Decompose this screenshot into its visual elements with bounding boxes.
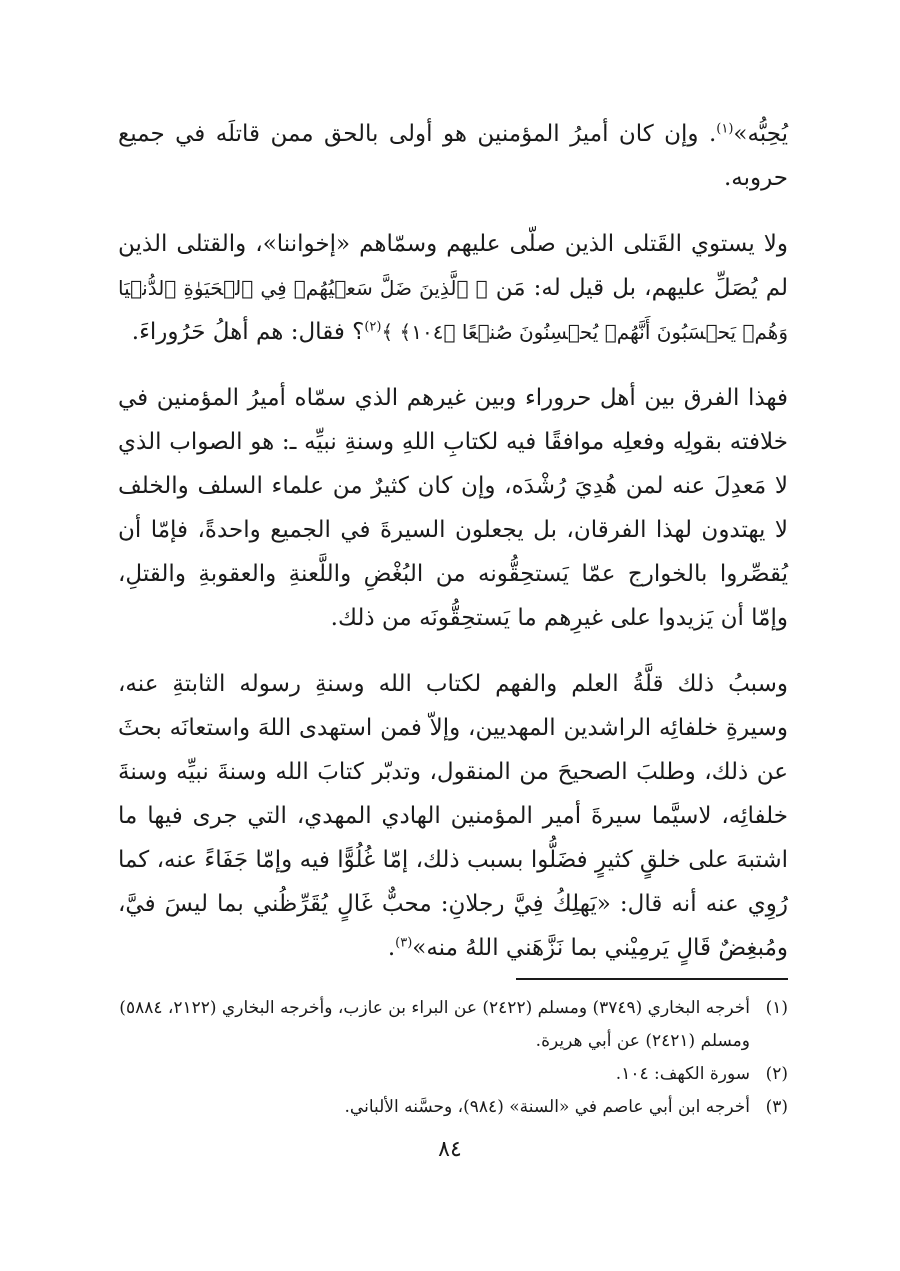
paragraph-tail: ؟ فقال: هم أهلُ حَرُوراءَ. [131, 319, 365, 345]
paragraph-4 [118, 662, 788, 970]
paragraph-text: وسببُ ذلك قلَّةُ العلم والفهم لكتاب الله وسنةِ رسوله الثابتةِ عنه، وسيرةِ خلفائِه الراشدين المهديين، وإلاّ فمن استهدى اللهَ واستعانَه بحثَ عن ذلك، وطلبَ الصحيحَ من المنقول، وتدبّر كتابَ الله وسنةَ نبيِّه وسنةَ خلفائِه، لاسيَّما سيرةَ أمير المؤمنين الهادي المهدي، التي جرى فيها ما اشتبهَ على خلقٍ كثيرٍ فضَلُّوا بسبب ذلك، إمّا غُلُوًّا فيه وإمّا جَفَاءً عنه، كما رُوِي عنه أنه قال: «يَهلِكُ فِيَّ رجلانِ: محبٌّ غَالٍ يُقَرِّظُني بما ليسَ فيَّ، ومُبغِضٌ قَالٍ يَرمِيْني بما نَزَّهَني اللهُ منه» [118, 671, 789, 961]
footnote-ref-2: (٢) [364, 319, 382, 335]
footnote-3 [118, 1091, 788, 1124]
footnote-ref-3: (٣) [395, 935, 413, 951]
footnote-2 [118, 1058, 788, 1091]
paragraph-tail: . وإن كان أميرُ المؤمنين هو أولى بالحق ممن قاتلَه في جميع حروبه. [118, 121, 788, 191]
paragraph-tail: . [387, 935, 396, 961]
footnote-text: سورة الكهف: ١٠٤. [615, 1064, 750, 1084]
footnote-number: (٢) [765, 1064, 788, 1084]
footnote-ref-1: (١) [716, 121, 734, 137]
footnote-divider [516, 978, 788, 980]
paragraph-1 [118, 112, 788, 200]
quran-verse: ﴿ ٱلَّذِينَ ضَلَّ سَعۡيُهُمۡ فِي ٱلۡحَيَوٰةِ ٱلدُّنۡيَا وَهُمۡ يَحۡسَبُونَ أَنَّهُمۡ يُحۡسِنُونَ صُنۡعًا ﴿١٠٤﴾ ﴾ [118, 276, 788, 344]
paragraph-text: فهذا الفرق بين أهل حروراء وبين غيرهم الذي سمّاه أميرُ المؤمنين في خلافته بقولِه وفعلِه موافقًا فيه لكتابِ اللهِ وسنةِ نبيِّه ـ: هو الصواب الذي لا مَعدِلَ عنه لمن هُدِيَ رُشْدَه، وإن كان كثيرٌ من علماء السلف والخلف لا يهتدون لهذا الفرقان، بل يجعلون السيرةَ في الجميع واحدةً، فإمّا أن يُقصِّروا بالخوارج عمّا يَستحِقُّونه من البُغْضِ واللَّعنةِ والعقوبةِ والقتلِ، وإمّا أن يَزيدوا على غيرِهم ما يَستحِقُّونَه من ذلك. [118, 385, 788, 631]
footnote-number: (٣) [765, 1097, 788, 1117]
page-number: ٨٤ [438, 1137, 462, 1162]
footnote-number: (١) [765, 998, 788, 1018]
footnote-1 [118, 992, 788, 1058]
footnotes [118, 992, 788, 1124]
main-text [118, 112, 788, 992]
paragraph-3 [118, 376, 788, 640]
paragraph-text: يُحِبُّه» [733, 121, 788, 147]
paragraph-text: ولا يستوي القَتلى الذين صلّى عليهم وسمّاهم «إخواننا»، والقتلى الذين لم يُصَلِّ عليهم، بل قيل له: مَن [118, 231, 789, 301]
footnote-text: أخرجه ابن أبي عاصم في «السنة» (٩٨٤)، وحسَّنه الألباني. [344, 1097, 750, 1117]
paragraph-2 [118, 222, 788, 354]
footnote-text: أخرجه البخاري (٣٧٤٩) ومسلم (٢٤٢٢) عن البراء بن عازب، وأخرجه البخاري (٢١٢٢، ٥٨٨٤) ومسلم (٢٤٢١) عن أبي هريرة. [119, 998, 750, 1051]
